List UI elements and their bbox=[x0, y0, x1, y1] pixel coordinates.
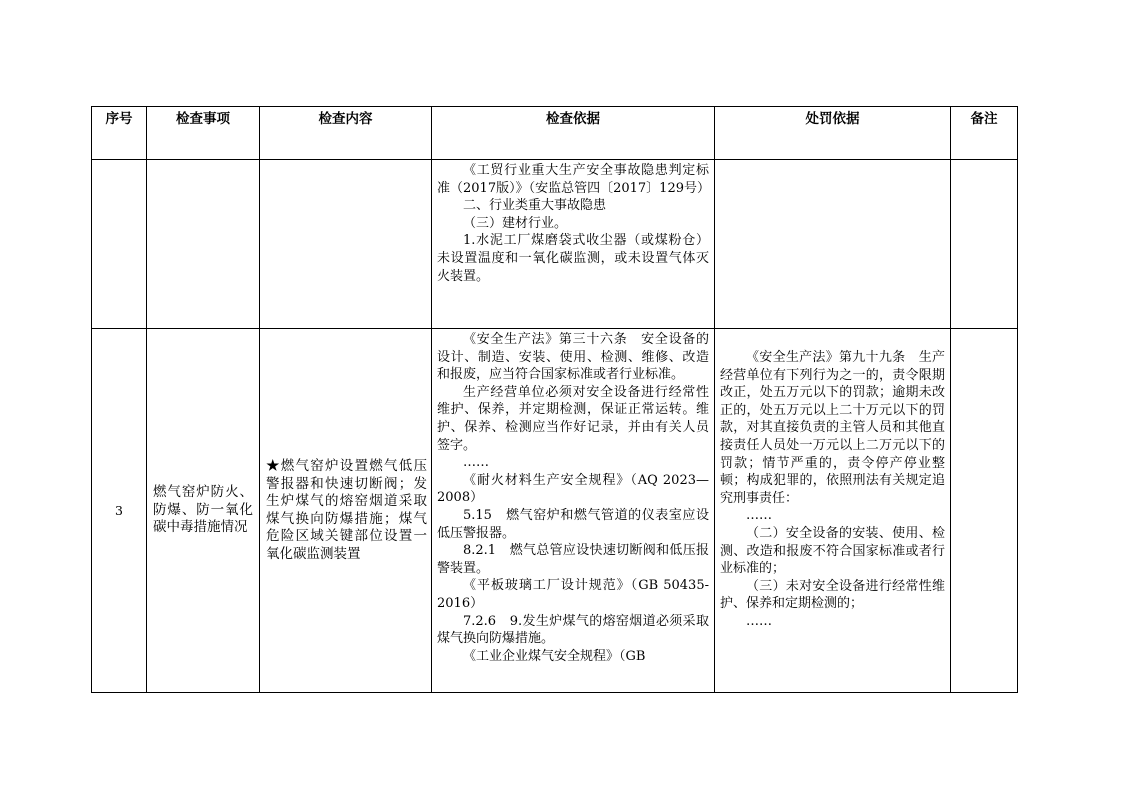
header-basis: 检查依据 bbox=[432, 107, 715, 160]
basis-paragraph: （三）建材行业。 bbox=[463, 215, 568, 231]
cell-content bbox=[260, 160, 432, 329]
cell-item bbox=[147, 329, 260, 693]
cell-penalty bbox=[715, 160, 951, 329]
header-seq: 序号 bbox=[92, 107, 147, 160]
basis-paragraph: 5.15 燃气窑炉和燃气管道的仪表室应设低压警报器。 bbox=[437, 507, 709, 541]
cell-basis bbox=[432, 160, 715, 329]
item-text: 燃气窑炉防火、防爆、防一氧化碳中毒措施情况 bbox=[153, 484, 253, 536]
content-text: ★燃气窑炉设置燃气低压警报器和快速切断阀；发生炉煤气的熔窑烟道采取煤气换向防爆措施；煤气危险区域关键部位设置一氧化碳监测装置 bbox=[266, 458, 427, 562]
basis-paragraph: 生产经营单位必须对安全设备进行经常性维护、保养，并定期检测，保证正常运转。维护、保养、检测应当作好记录，并由有关人员签字。 bbox=[437, 384, 709, 453]
basis-paragraph: 《平板玻璃工厂设计规范》（GB 50435-2016） bbox=[437, 578, 709, 611]
penalty-paragraph: …… bbox=[746, 508, 772, 524]
penalty-paragraph: （二）安全设备的安装、使用、检测、改造和报废不符合国家标准或者行业标准的； bbox=[720, 525, 945, 577]
penalty-paragraph: （三）未对安全设备进行经常性维护、保养和定期检测的； bbox=[720, 578, 945, 612]
table-row bbox=[92, 329, 1018, 693]
basis-text bbox=[432, 160, 714, 285]
penalty-paragraph: …… bbox=[746, 613, 772, 629]
basis-paragraph: 二、行业类重大事故隐患 bbox=[463, 198, 607, 214]
header-penalty: 处罚依据 bbox=[715, 107, 951, 160]
basis-paragraph: 《安全生产法》第三十六条 安全设备的设计、制造、安装、使用、检测、维修、改造和报废，应当符合国家标准或者行业标准。 bbox=[437, 332, 709, 383]
header-item: 检查事项 bbox=[147, 107, 260, 160]
basis-paragraph: 1.水泥工厂煤磨袋式收尘器（或煤粉仓）未设置温度和一氧化碳监测，或未设置气体灭火装置。 bbox=[437, 233, 709, 284]
basis-paragraph: 《耐火材料生产安全规程》（AQ 2023—2008） bbox=[437, 472, 709, 506]
basis-paragraph: …… bbox=[463, 455, 489, 471]
inspection-table bbox=[91, 106, 1018, 693]
header-row bbox=[92, 107, 1018, 160]
penalty-text bbox=[715, 329, 950, 631]
cell-seq bbox=[92, 160, 147, 329]
cell-remark bbox=[951, 160, 1018, 329]
cell-remark bbox=[951, 329, 1018, 693]
basis-paragraph: 《工业企业煤气安全规程》（GB bbox=[463, 648, 646, 664]
table-row bbox=[92, 160, 1018, 329]
basis-text bbox=[432, 329, 714, 690]
header-remark: 备注 bbox=[951, 107, 1018, 160]
penalty-paragraph: 《安全生产法》第九十九条 生产经营单位有下列行为之一的，责令限期改正，处五万元以下的罚款；逾期未改正的，处五万元以上二十万元以下的罚款，对其直接负责的主管人员和其他直接责任人员处一万元以上二万元以下的罚款；情节严重的，责令停产停业整顿；构成犯罪的，依照刑法有关规定追究刑事责任： bbox=[720, 350, 945, 506]
header-content: 检查内容 bbox=[260, 107, 432, 160]
cell-seq: 3 bbox=[92, 329, 147, 693]
cell-penalty bbox=[715, 329, 951, 693]
cell-content bbox=[260, 329, 432, 693]
cell-basis bbox=[432, 329, 715, 693]
basis-paragraph: 《工贸行业重大生产安全事故隐患判定标准（2017版）》（安监总管四〔2017〕129号） bbox=[437, 163, 710, 196]
cell-item bbox=[147, 160, 260, 329]
basis-paragraph: 7.2.6 9.发生炉煤气的熔窑烟道必须采取煤气换向防爆措施。 bbox=[437, 613, 709, 647]
basis-paragraph: 8.2.1 燃气总管应设快速切断阀和低压报警装置。 bbox=[437, 543, 709, 576]
